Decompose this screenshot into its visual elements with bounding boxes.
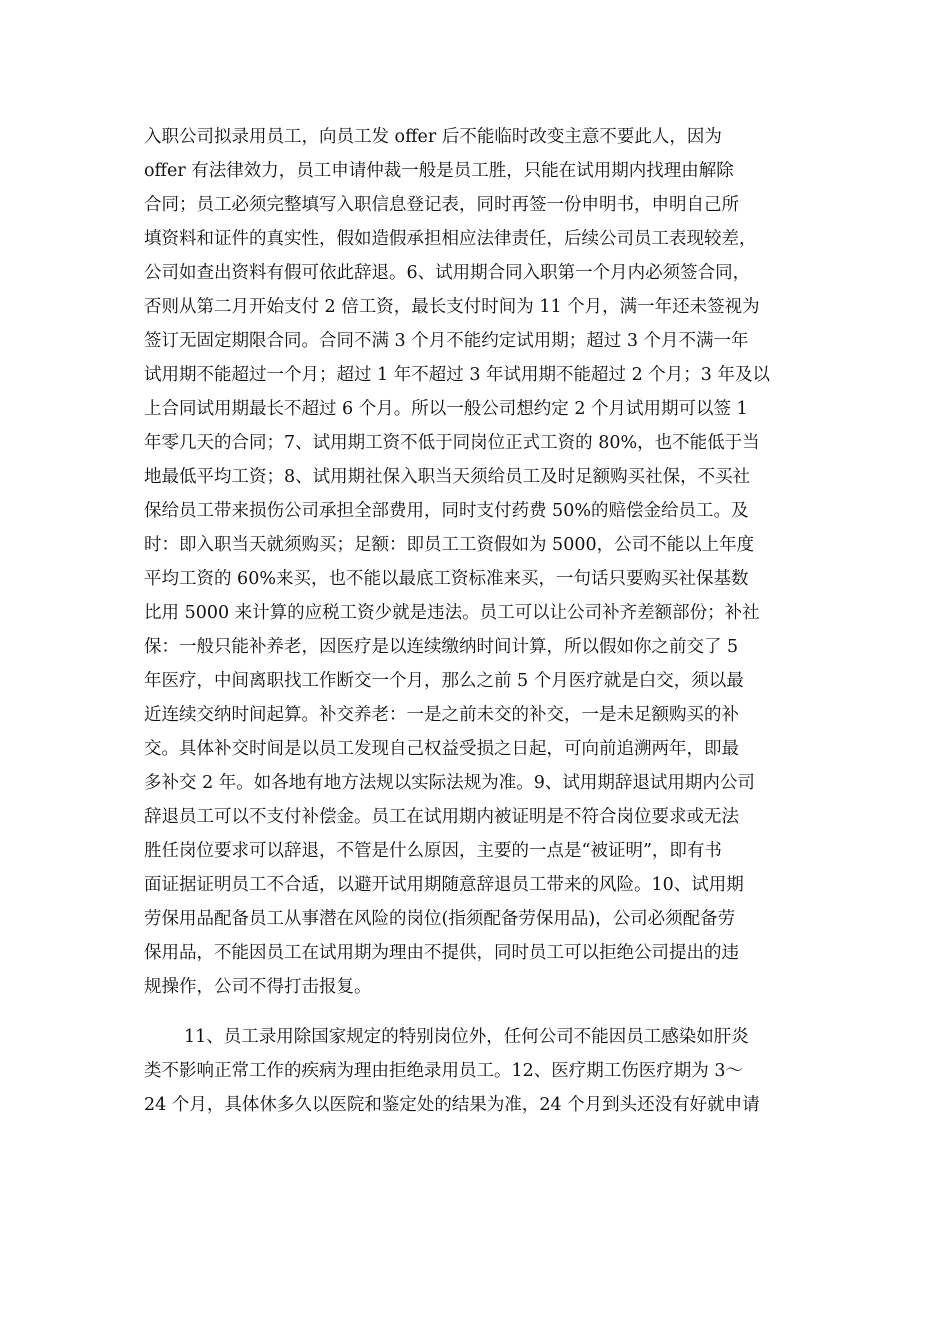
text-line: 签订无固定期限合同。合同不满 3 个月不能约定试用期；超过 3 个月不满一年 xyxy=(144,331,749,351)
text-line: 地最低平均工资；8、试用期社保入职当天须给员工及时足额购买社保，不买社 xyxy=(144,467,751,487)
text-line: 平均工资的 60%来买，也不能以最底工资标准来买，一句话只要购买社保基数 xyxy=(144,569,749,589)
text-line: 劳保用品配备员工从事潜在风险的岗位(指须配备劳保用品)，公司必须配备劳 xyxy=(144,909,736,929)
text-line: 辞退员工可以不支付补偿金。员工在试用期内被证明是不符合岗位要求或无法 xyxy=(144,807,739,827)
text-line: 时：即入职当天就须购买；足额：即员工工资假如为 5000，公司不能以上年度 xyxy=(144,535,755,555)
text-line: 合同；员工必须完整填写入职信息登记表，同时再签一份申明书，申明自己所 xyxy=(144,195,739,215)
text-line: 规操作，公司不得打击报复。 xyxy=(144,977,372,997)
text-line: 公司如查出资料有假可依此辞退。6、试用期合同入职第一个月内必须签合同， xyxy=(144,263,751,283)
text-line: 试用期不能超过一个月；超过 1 年不超过 3 年试用期不能超过 2 个月；3 年及以 xyxy=(144,365,770,385)
text-line: 24 个月，具体休多久以医院和鉴定处的结果为准，24 个月到头还没有好就申请 xyxy=(144,1095,760,1115)
text-line: 否则从第二月开始支付 2 倍工资，最长支付时间为 11 个月，满一年还未签视为 xyxy=(144,297,760,317)
text-line: 保：一般只能补养老，因医疗是以连续缴纳时间计算，所以假如你之前交了 5 xyxy=(144,637,739,657)
text-line: 填资料和证件的真实性，假如造假承担相应法律责任，后续公司员工表现较差， xyxy=(144,229,757,249)
text-line: 11、员工录用除国家规定的特别岗位外，任何公司不能因员工感染如肝炎 xyxy=(184,1027,749,1047)
text-line: 多补交 2 年。如各地有地方法规以实际法规为准。9、试用期辞退试用期内公司 xyxy=(144,773,755,793)
text-line: offer 有法律效力，员工申请仲裁一般是员工胜，只能在试用期内找理由解除 xyxy=(144,161,734,181)
text-line: 类不影响正常工作的疾病为理由拒绝录用员工。12、医疗期工伤医疗期为 3～ xyxy=(144,1061,743,1081)
text-line: 保用品，不能因员工在试用期为理由不提供，同时员工可以拒绝公司提出的违 xyxy=(144,943,739,963)
text-line: 近连续交纳时间起算。补交养老：一是之前未交的补交，一是未足额购买的补 xyxy=(144,705,739,725)
text-line: 面证据证明员工不合适，以避开试用期随意辞退员工带来的风险。10、试用期 xyxy=(144,875,744,895)
text-line: 上合同试用期最长不超过 6 个月。所以一般公司想约定 2 个月试用期可以签 1 xyxy=(144,399,748,419)
text-line: 入职公司拟录用员工，向员工发 offer 后不能临时改变主意不要此人，因为 xyxy=(144,127,722,147)
text-line: 胜任岗位要求可以辞退，不管是什么原因，主要的一点是“被证明”，即有书 xyxy=(144,841,722,861)
text-line: 保给员工带来损伤公司承担全部费用，同时支付药费 50%的赔偿金给员工。及 xyxy=(144,501,749,521)
text-line: 年医疗，中间离职找工作断交一个月，那么之前 5 个月医疗就是白交，须以最 xyxy=(144,671,744,691)
text-line: 年零几天的合同；7、试用期工资不低于同岗位正式工资的 80%，也不能低于当 xyxy=(144,433,760,453)
text-line: 交。具体补交时间是以员工发现自己权益受损之日起，可向前追溯两年，即最 xyxy=(144,739,739,759)
text-line: 比用 5000 来计算的应税工资少就是违法。员工可以让公司补齐差额部份；补社 xyxy=(144,603,760,623)
